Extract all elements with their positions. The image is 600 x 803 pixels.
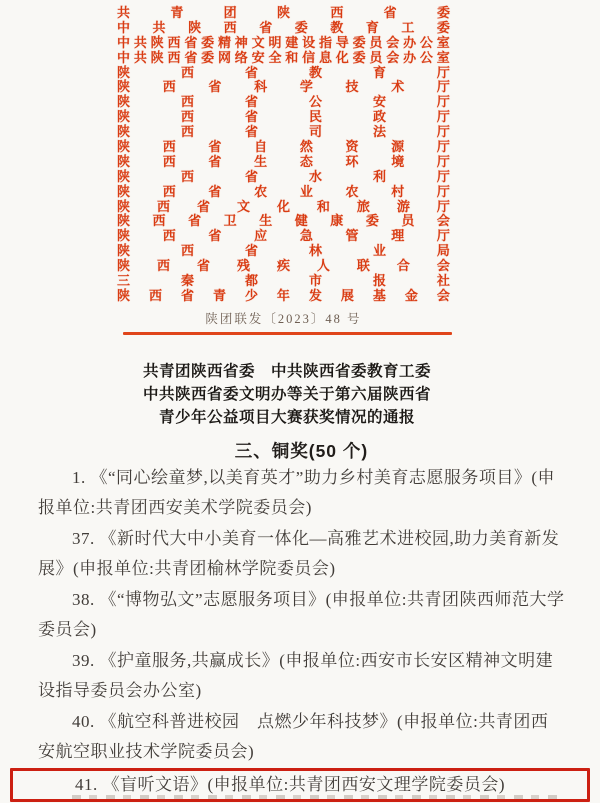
org-char: 会 — [436, 258, 450, 274]
org-char: 省 — [188, 213, 202, 229]
org-char: 陕 — [117, 243, 131, 259]
org-char: 西 — [180, 124, 194, 140]
org-char: 会 — [386, 34, 400, 50]
org-char: 中 — [117, 49, 131, 65]
org-char: 陕 — [117, 287, 131, 303]
org-char: 境 — [391, 153, 405, 169]
org-char: 厅 — [436, 79, 450, 95]
org-char: 委 — [294, 19, 308, 35]
org-char: 厅 — [436, 228, 450, 244]
org-char: 共 — [117, 5, 131, 20]
org-char: 陕 — [276, 5, 290, 20]
award-item: 37. 《新时代大中小美育一体化—高雅艺术进校园,助力美育新发展》(申报单位:共青团榆林学院委员会) — [38, 529, 560, 578]
award-item: 38. 《“博物弘文”志愿服务项目》(申报单位:共青团陕西师范大学委员会) — [38, 590, 565, 639]
org-char: 西 — [156, 198, 170, 214]
org-char: 西 — [167, 49, 181, 65]
org-char: 陕 — [117, 64, 131, 80]
org-char: 公 — [419, 49, 433, 65]
org-char: 化 — [276, 198, 290, 214]
org-char: 陕 — [117, 198, 131, 214]
org-char: 西 — [162, 139, 176, 155]
org-char: 全 — [268, 49, 282, 65]
org-char: 西 — [167, 34, 181, 50]
org-line — [117, 125, 450, 140]
org-char: 化 — [335, 49, 349, 65]
org-line — [117, 155, 450, 170]
org-char: 利 — [372, 168, 386, 184]
org-char: 社 — [436, 273, 450, 289]
org-char: 政 — [372, 109, 386, 125]
org-char: 委 — [201, 49, 215, 65]
org-char: 省 — [383, 5, 397, 20]
org-char: 委 — [352, 34, 366, 50]
document-title-line: 青少年公益项目大赛获奖情况的通报 — [158, 409, 415, 426]
org-char: 室 — [436, 49, 450, 65]
org-char: 省 — [180, 287, 194, 303]
org-char: 文 — [251, 34, 265, 50]
org-line — [117, 274, 450, 289]
org-char: 游 — [396, 198, 410, 214]
org-char: 厅 — [436, 183, 450, 199]
org-char: 省 — [244, 109, 258, 125]
org-char: 西 — [162, 228, 176, 244]
org-char: 委 — [365, 213, 379, 229]
org-char: 明 — [268, 34, 282, 50]
org-char: 民 — [308, 109, 322, 125]
org-char: 陕 — [117, 258, 131, 274]
org-char: 然 — [299, 139, 313, 155]
org-char: 金 — [404, 287, 418, 303]
org-line — [117, 95, 450, 110]
org-line — [117, 51, 450, 66]
org-char: 省 — [208, 228, 222, 244]
org-char: 秦 — [180, 273, 194, 289]
org-char: 委 — [436, 19, 450, 35]
org-char: 公 — [419, 34, 433, 50]
org-char: 生 — [254, 153, 268, 169]
org-char: 都 — [244, 273, 258, 289]
document-title — [107, 360, 467, 429]
org-line — [117, 21, 450, 36]
org-char: 育 — [365, 19, 379, 35]
org-char: 省 — [208, 79, 222, 95]
clipped-next-line — [72, 795, 564, 799]
org-char: 基 — [372, 287, 386, 303]
org-char: 神 — [234, 34, 248, 50]
org-char: 村 — [391, 183, 405, 199]
org-char: 陕 — [117, 213, 131, 229]
award-item-highlighted: 41. 《盲听文语》(申报单位:共青团西安文理学院委员会) — [10, 768, 590, 802]
org-char: 省 — [208, 139, 222, 155]
org-char: 西 — [162, 79, 176, 95]
org-char: 员 — [369, 34, 383, 50]
org-char: 疾 — [276, 258, 290, 274]
org-char: 陕 — [117, 139, 131, 155]
org-char: 西 — [156, 258, 170, 274]
org-char: 员 — [369, 49, 383, 65]
org-char: 农 — [345, 183, 359, 199]
org-char: 厅 — [436, 198, 450, 214]
org-char: 陕 — [117, 168, 131, 184]
org-char: 教 — [330, 19, 344, 35]
org-char: 学 — [299, 79, 313, 95]
org-char: 委 — [201, 34, 215, 50]
org-char: 西 — [180, 109, 194, 125]
org-char: 少 — [244, 287, 258, 303]
org-char: 陕 — [117, 228, 131, 244]
org-line — [117, 244, 450, 259]
org-char: 态 — [299, 153, 313, 169]
header-divider-rule — [123, 332, 452, 335]
org-char: 生 — [259, 213, 273, 229]
issuing-organizations-block — [117, 6, 450, 304]
org-char: 信 — [302, 49, 316, 65]
org-char: 省 — [208, 183, 222, 199]
org-char: 省 — [244, 168, 258, 184]
org-char: 技 — [345, 79, 359, 95]
org-char: 安 — [251, 49, 265, 65]
org-char: 管 — [345, 228, 359, 244]
org-char: 络 — [234, 49, 248, 65]
org-char: 设 — [302, 34, 316, 50]
org-char: 青 — [170, 5, 184, 20]
org-char: 旅 — [356, 198, 370, 214]
org-char: 西 — [223, 19, 237, 35]
award-item: 1. 《“同心绘童梦,以美育英才”助力乡村美育志愿服务项目》(申报单位:共青团西安美术学院委员会) — [38, 468, 556, 517]
org-char: 厅 — [436, 94, 450, 110]
org-char: 自 — [254, 139, 268, 155]
org-char: 陕 — [117, 153, 131, 169]
org-char: 委 — [352, 49, 366, 65]
org-char: 合 — [396, 258, 410, 274]
org-char: 三 — [117, 273, 131, 289]
org-char: 联 — [356, 258, 370, 274]
org-char: 西 — [162, 183, 176, 199]
org-char: 西 — [180, 243, 194, 259]
document-number: 陕团联发〔2023〕48 号 — [205, 312, 362, 326]
org-char: 年 — [276, 287, 290, 303]
org-char: 委 — [436, 5, 450, 20]
org-char: 会 — [386, 49, 400, 65]
org-char: 西 — [330, 5, 344, 20]
org-char: 会 — [436, 287, 450, 303]
org-char: 西 — [180, 64, 194, 80]
org-char: 厅 — [436, 109, 450, 125]
org-line — [117, 80, 450, 95]
org-char: 农 — [254, 183, 268, 199]
org-char: 陕 — [117, 94, 131, 110]
org-char: 省 — [208, 153, 222, 169]
org-char: 发 — [308, 287, 322, 303]
org-char: 教 — [308, 64, 322, 80]
org-line — [117, 110, 450, 125]
org-char: 环 — [345, 153, 359, 169]
org-char: 中 — [117, 19, 131, 35]
org-char: 省 — [244, 124, 258, 140]
org-char: 息 — [318, 49, 332, 65]
org-char: 文 — [236, 198, 250, 214]
org-char: 急 — [299, 228, 313, 244]
org-char: 西 — [152, 213, 166, 229]
org-char: 业 — [299, 183, 313, 199]
org-char: 中 — [117, 34, 131, 50]
org-char: 源 — [391, 139, 405, 155]
org-char: 安 — [372, 94, 386, 110]
org-char: 康 — [330, 213, 344, 229]
award-item: 40. 《航空科普进校园 点燃少年科技梦》(申报单位:共青团西安航空职业技术学院委员会) — [38, 712, 549, 761]
org-char: 省 — [244, 94, 258, 110]
org-char: 陕 — [188, 19, 202, 35]
org-char: 省 — [196, 258, 210, 274]
org-char: 建 — [285, 34, 299, 50]
org-char: 省 — [196, 198, 210, 214]
org-char: 西 — [148, 287, 162, 303]
org-line — [117, 6, 450, 21]
org-char: 育 — [372, 64, 386, 80]
org-char: 应 — [254, 228, 268, 244]
org-char: 陕 — [117, 109, 131, 125]
org-char: 陕 — [117, 79, 131, 95]
org-char: 厅 — [436, 124, 450, 140]
org-char: 共 — [152, 19, 166, 35]
org-char: 室 — [436, 34, 450, 50]
org-line — [117, 140, 450, 155]
org-char: 厅 — [436, 168, 450, 184]
org-char: 工 — [401, 19, 415, 35]
org-char: 厅 — [436, 139, 450, 155]
org-line — [117, 185, 450, 200]
org-line — [117, 36, 450, 51]
section-heading: 三、铜奖(50 个) — [234, 441, 369, 461]
org-char: 和 — [316, 198, 330, 214]
org-char: 术 — [391, 79, 405, 95]
org-char: 司 — [308, 124, 322, 140]
org-char: 精 — [217, 34, 231, 50]
org-line — [117, 259, 450, 274]
org-char: 共 — [133, 49, 147, 65]
org-char: 卫 — [223, 213, 237, 229]
org-char: 办 — [403, 34, 417, 50]
org-char: 导 — [335, 34, 349, 50]
org-char: 展 — [340, 287, 354, 303]
org-char: 省 — [259, 19, 273, 35]
org-char: 办 — [403, 49, 417, 65]
org-char: 报 — [372, 273, 386, 289]
org-char: 人 — [316, 258, 330, 274]
org-line — [117, 229, 450, 244]
org-char: 省 — [184, 34, 198, 50]
org-char: 水 — [308, 168, 322, 184]
org-char: 员 — [401, 213, 415, 229]
org-char: 林 — [308, 243, 322, 259]
org-line — [117, 289, 450, 304]
document-title-line: 共青团陕西省委 中共陕西省委教育工委 — [142, 363, 431, 380]
org-char: 陕 — [117, 124, 131, 140]
org-char: 会 — [436, 213, 450, 229]
award-item: 39. 《护童服务,共赢成长》(申报单位:西安市长安区精神文明建设指导委员会办公室) — [38, 651, 554, 700]
org-char: 西 — [180, 94, 194, 110]
org-char: 网 — [217, 49, 231, 65]
org-char: 省 — [184, 49, 198, 65]
document-title-line: 中共陕西省委文明办等关于第六届陕西省 — [142, 386, 431, 403]
org-char: 和 — [285, 49, 299, 65]
org-line — [117, 170, 450, 185]
org-char: 资 — [345, 139, 359, 155]
org-char: 陕 — [150, 49, 164, 65]
org-char: 理 — [391, 228, 405, 244]
org-char: 指 — [318, 34, 332, 50]
org-char: 市 — [308, 273, 322, 289]
org-char: 西 — [162, 153, 176, 169]
org-char: 厅 — [436, 64, 450, 80]
org-char: 健 — [294, 213, 308, 229]
org-char: 陕 — [150, 34, 164, 50]
org-char: 厅 — [436, 153, 450, 169]
org-char: 公 — [308, 94, 322, 110]
org-char: 省 — [244, 64, 258, 80]
org-char: 青 — [212, 287, 226, 303]
org-char: 残 — [236, 258, 250, 274]
org-char: 业 — [372, 243, 386, 259]
org-char: 法 — [372, 124, 386, 140]
org-char: 陕 — [117, 183, 131, 199]
org-char: 科 — [254, 79, 268, 95]
org-char: 省 — [244, 243, 258, 259]
org-char: 共 — [133, 34, 147, 50]
org-char: 团 — [223, 5, 237, 20]
award-list — [38, 463, 565, 803]
org-char: 局 — [436, 243, 450, 259]
org-char: 西 — [180, 168, 194, 184]
